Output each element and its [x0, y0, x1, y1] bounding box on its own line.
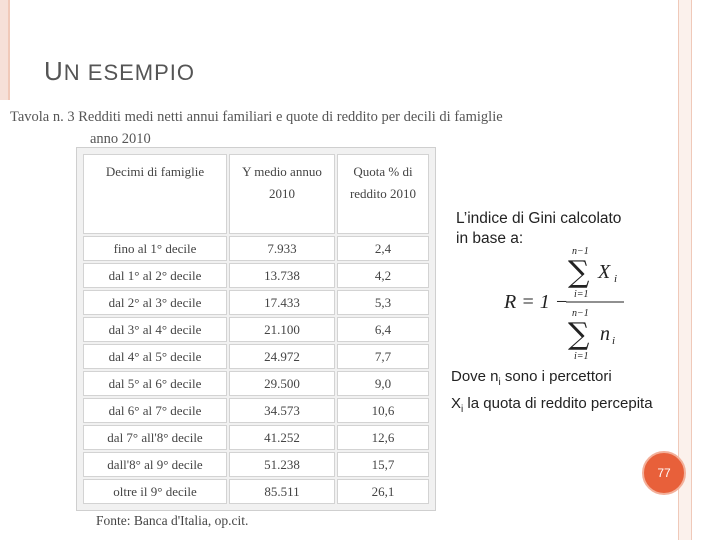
title-first-letter: U [44, 56, 64, 86]
explain-line-1-suffix: sono i percettori [500, 368, 612, 385]
income-table-frame [76, 147, 436, 511]
cell-quota: 9,0 [337, 371, 429, 396]
income-table [81, 152, 431, 506]
numerator-term: X [598, 261, 611, 283]
table-row [83, 371, 429, 396]
gini-intro-line-2: in base a: [456, 230, 524, 247]
cell-quota: 6,4 [337, 317, 429, 342]
cell-quota: 7,7 [337, 344, 429, 369]
title-rest: N ESEMPIO [63, 60, 196, 85]
cell-quota: 26,1 [337, 479, 429, 504]
cell-decile: dal 6° al 7° decile [83, 398, 227, 423]
gini-formula [496, 244, 646, 362]
page-number-badge: 77 [642, 451, 686, 495]
cell-decile: dal 3° al 4° decile [83, 317, 227, 342]
caption-line-2: anno 2010 [90, 131, 151, 147]
table-row [83, 344, 429, 369]
cell-y-medio: 21.100 [229, 317, 335, 342]
header-quota: Quota % di reddito 2010 [337, 154, 429, 234]
table-row [83, 317, 429, 342]
gini-intro-line-1: L’indice di Gini calcolato [456, 210, 622, 227]
explain-line-2 [451, 393, 711, 420]
table-row [83, 452, 429, 477]
gini-intro [456, 209, 676, 249]
slide-title [44, 56, 195, 87]
denominator-subscript: i [612, 335, 616, 347]
table-row [83, 236, 429, 261]
table-row [83, 398, 429, 423]
explain-line-1-prefix: Dove n [451, 368, 499, 385]
cell-y-medio: 24.972 [229, 344, 335, 369]
cell-quota: 2,4 [337, 236, 429, 261]
cell-decile: dal 7° all'8° decile [83, 425, 227, 450]
cell-decile: dall'8° al 9° decile [83, 452, 227, 477]
cell-decile: oltre il 9° decile [83, 479, 227, 504]
table-row [83, 425, 429, 450]
table-row [83, 290, 429, 315]
numerator-upper-limit: n−1 [572, 246, 589, 257]
denominator-sigma-icon: ∑ [568, 317, 590, 352]
table-row [83, 263, 429, 288]
cell-decile: dal 5° al 6° decile [83, 371, 227, 396]
cell-y-medio: 13.738 [229, 263, 335, 288]
denominator-upper-limit: n−1 [572, 308, 589, 319]
header-y-medio: Y medio annuo 2010 [229, 154, 335, 234]
explain-sub-i: i [461, 404, 464, 415]
cell-y-medio: 51.238 [229, 452, 335, 477]
cell-quota: 4,2 [337, 263, 429, 288]
cell-y-medio: 29.500 [229, 371, 335, 396]
numerator-lower-limit: i=1 [574, 289, 589, 300]
denominator-term: n [600, 323, 610, 345]
cell-quota: 5,3 [337, 290, 429, 315]
numerator-subscript: i [614, 273, 618, 285]
table-row [83, 479, 429, 504]
cell-y-medio: 7.933 [229, 236, 335, 261]
cell-y-medio: 41.252 [229, 425, 335, 450]
cell-decile: dal 2° al 3° decile [83, 290, 227, 315]
cell-y-medio: 34.573 [229, 398, 335, 423]
cell-quota: 12,6 [337, 425, 429, 450]
formula-lhs: R = 1 − [504, 291, 569, 313]
table-header-row [83, 154, 429, 234]
denominator-lower-limit: i=1 [574, 351, 589, 362]
table-caption [10, 106, 530, 150]
cell-quota: 15,7 [337, 452, 429, 477]
cell-decile: fino al 1° decile [83, 236, 227, 261]
numerator-sigma-icon: ∑ [568, 255, 590, 290]
header-decili: Decimi di famiglie [83, 154, 227, 234]
left-accent-bar [0, 0, 8, 100]
cell-y-medio: 17.433 [229, 290, 335, 315]
explain-line-2-suffix: la quota di reddito percepita [463, 395, 653, 412]
table-source: Fonte: Banca d'Italia, op.cit. [96, 513, 249, 528]
explain-sub-i: i [498, 377, 501, 388]
caption-line-1: Tavola n. 3 Redditi medi netti annui familiari e quote di reddito per decili di famiglie [10, 109, 503, 125]
cell-y-medio: 85.511 [229, 479, 335, 504]
formula-explanation [451, 366, 711, 420]
left-accent-line [8, 0, 10, 100]
cell-decile: dal 4° al 5° decile [83, 344, 227, 369]
cell-decile: dal 1° al 2° decile [83, 263, 227, 288]
explain-line-2-prefix: X [451, 395, 462, 412]
cell-quota: 10,6 [337, 398, 429, 423]
explain-line-1 [451, 366, 711, 393]
